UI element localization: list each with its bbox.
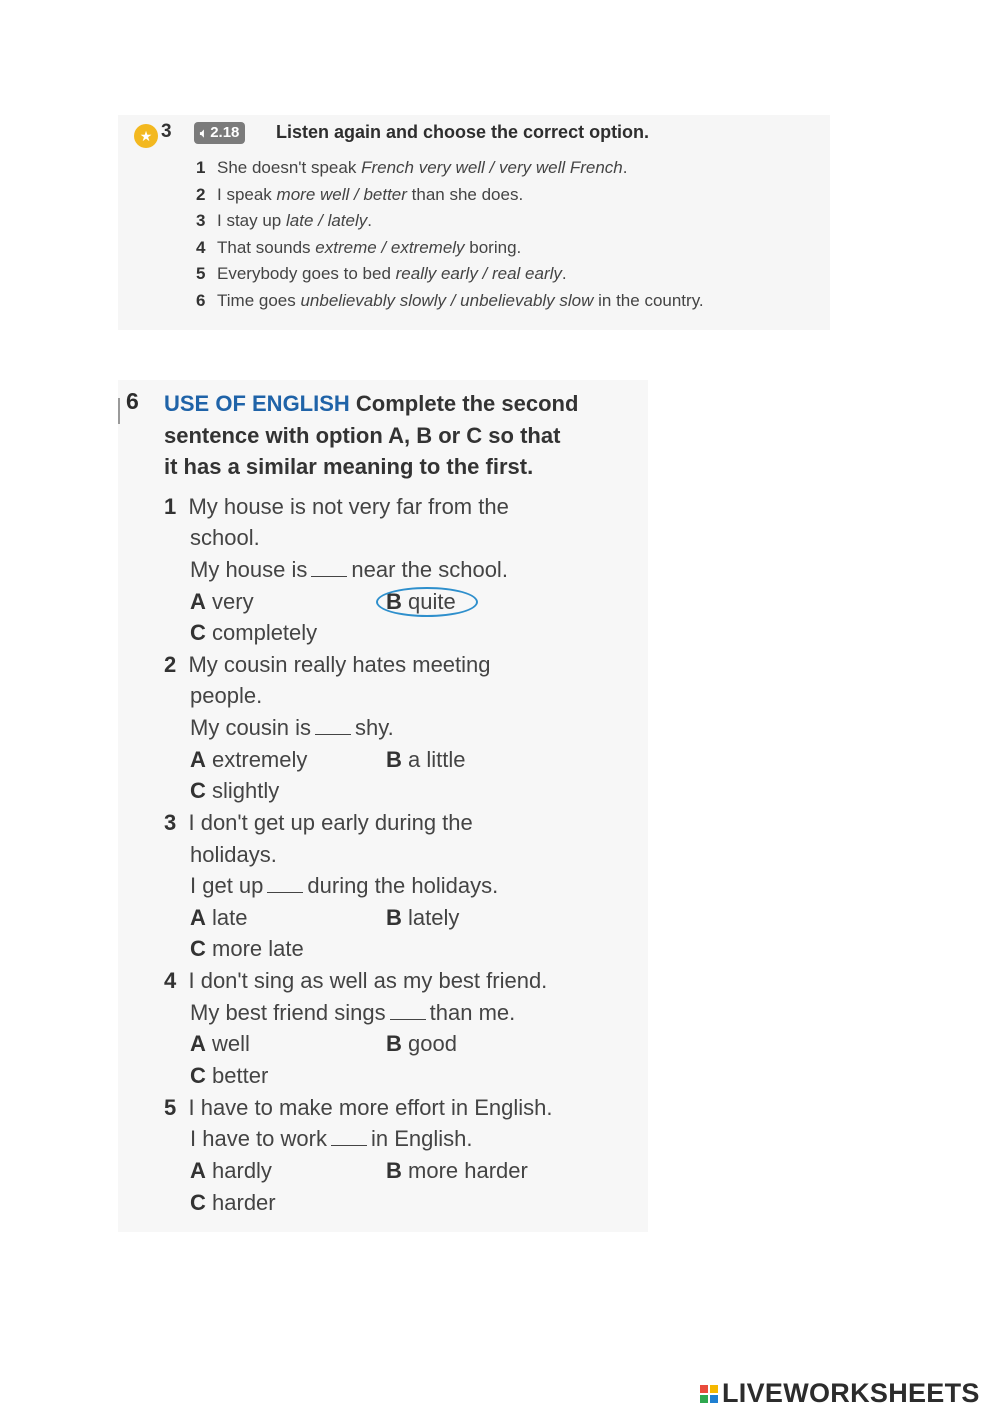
- question-5-second-sentence: I have to work in English.: [190, 1126, 473, 1151]
- answer-blank[interactable]: [331, 1145, 367, 1146]
- question-1-option-a[interactable]: A very: [190, 589, 254, 614]
- logo-square: [710, 1385, 718, 1393]
- question-2-first-sentence: 2 My cousin really hates meeting: [164, 652, 491, 677]
- choice-options[interactable]: French very well / very well French: [361, 158, 623, 177]
- question-3-option-b[interactable]: B lately: [386, 905, 460, 930]
- question-5-option-c[interactable]: C harder: [190, 1190, 276, 1215]
- exercise-6-instruction: USE OF ENGLISH Complete the second sentence with option A, B or C so that it has a similar meaning to the first.: [164, 391, 579, 479]
- question-1-option-b[interactable]: B quite: [386, 589, 456, 614]
- logo-square: [700, 1395, 708, 1403]
- question-3-first-sentence: 3 I don't get up early during the: [164, 810, 473, 835]
- liveworksheets-logo[interactable]: [700, 1378, 980, 1409]
- exercise-6-number: 6: [126, 388, 139, 414]
- question-3-first-sentence-cont: holidays.: [190, 842, 277, 867]
- question-1-first-sentence: 1 My house is not very far from the: [164, 494, 509, 519]
- question-4-second-sentence: My best friend sings than me.: [190, 1000, 516, 1025]
- question-3-option-a[interactable]: A late: [190, 905, 248, 930]
- speaker-icon: 🔈︎: [200, 126, 208, 140]
- question-2-first-sentence-cont: people.: [190, 683, 263, 708]
- liveworksheets-logo-text: LIVEWORKSHEETS: [722, 1378, 980, 1408]
- exercise-3-item: 2 I speak more well / better than she does.: [196, 184, 524, 204]
- question-4-first-sentence: 4 I don't sing as well as my best friend.: [164, 968, 548, 993]
- question-3-second-sentence: I get up during the holidays.: [190, 873, 499, 898]
- question-5-first-sentence: 5 I have to make more effort in English.: [164, 1095, 553, 1120]
- question-2-second-sentence: My cousin is shy.: [190, 715, 394, 740]
- exercise-3-item: 5 Everybody goes to bed really early / real early.: [196, 264, 567, 283]
- logo-square: [710, 1395, 718, 1403]
- choice-options[interactable]: late / lately: [285, 211, 368, 230]
- exercise-3-item: 1 She doesn't speak French very well / very well French.: [196, 158, 628, 177]
- answer-blank[interactable]: [390, 1019, 426, 1020]
- question-1-second-sentence: My house is near the school.: [190, 557, 508, 582]
- question-5-option-a[interactable]: A hardly: [190, 1158, 272, 1183]
- liveworksheets-logo-icon: [700, 1385, 718, 1403]
- exercise-3-number: 3: [161, 121, 172, 142]
- choice-options[interactable]: really early / real early: [395, 264, 562, 283]
- question-4-option-c[interactable]: C better: [190, 1063, 269, 1088]
- star-icon: ★: [134, 124, 158, 148]
- audio-track-badge[interactable]: [194, 122, 245, 144]
- exercise-3-list: [196, 155, 704, 314]
- choice-options[interactable]: more well / better: [276, 184, 407, 204]
- question-2-option-c[interactable]: C slightly: [190, 778, 280, 803]
- question-1-option-c[interactable]: C completely: [190, 620, 318, 645]
- question-3-option-c[interactable]: C more late: [190, 936, 304, 961]
- question-4-option-b[interactable]: B good: [386, 1031, 457, 1056]
- question-4-option-a[interactable]: A well: [190, 1031, 250, 1056]
- use-of-english-label: USE OF ENGLISH: [164, 391, 350, 416]
- exercise-3-instruction: Listen again and choose the correct option.: [276, 122, 650, 142]
- question-2-option-a[interactable]: A extremely: [190, 747, 308, 772]
- answer-blank[interactable]: [315, 734, 351, 735]
- logo-square: [700, 1385, 708, 1393]
- selected-answer-circle: [376, 587, 478, 617]
- question-5-option-b[interactable]: B more harder: [386, 1158, 528, 1183]
- audio-track-number: 2.18: [210, 124, 240, 141]
- choice-options[interactable]: unbelievably slowly / unbelievably slow: [300, 290, 594, 310]
- answer-blank[interactable]: [267, 892, 303, 893]
- question-1-first-sentence-cont: school.: [190, 525, 260, 550]
- exercise-3-item: 3 I stay up late / lately.: [196, 211, 372, 230]
- exercise-3-item: 4 That sounds extreme / extremely boring.: [196, 237, 522, 257]
- exercise-3-item: 6 Time goes unbelievably slowly / unbelievably slow in the country.: [196, 290, 704, 310]
- margin-bar: [118, 398, 120, 424]
- question-2-option-b[interactable]: B a little: [386, 747, 466, 772]
- answer-blank[interactable]: [311, 576, 347, 577]
- choice-options[interactable]: extreme / extremely: [315, 237, 465, 257]
